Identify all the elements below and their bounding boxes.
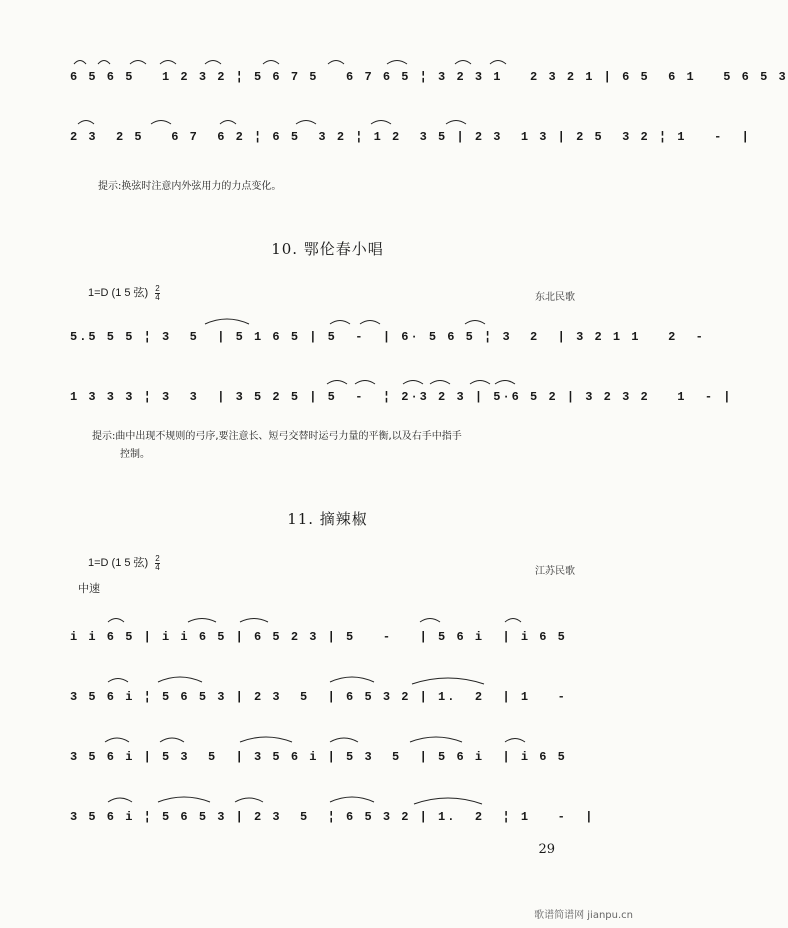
tempo-marking: 中速 — [78, 582, 100, 595]
hint-line: 提示:曲中出现不规则的弓序,要注意长、短弓交替时运弓力量的平衡,以及右手中指手 — [92, 431, 462, 442]
piece-title: 11. 摘辣椒 — [287, 510, 368, 528]
notation-line: i i 6 5 | i i 6 5 | 6 5 2 3 | 5 - | 5 6 i | i 6 5 — [70, 630, 567, 644]
key-signature — [88, 284, 160, 302]
page-number: 29 — [538, 842, 555, 857]
key-text: 1=D (1 5 弦) — [88, 557, 149, 569]
key-signature — [88, 554, 160, 572]
time-numerator: 2 — [155, 283, 160, 293]
origin-label: 东北民歌 — [535, 292, 575, 303]
time-signature — [155, 555, 159, 572]
hint-line: 控制。 — [120, 449, 150, 460]
time-denominator: 4 — [155, 562, 160, 572]
notation-line: 3 5 6 i ¦ 5 6 5 3 | 2 3 5 | 6 5 3 2 | 1. 2 | 1 - — [70, 690, 567, 704]
origin-label: 江苏民歌 — [535, 566, 575, 577]
notation-line: 3 5 6 i ¦ 5 6 5 3 | 2 3 5 ¦ 6 5 3 2 | 1. 2 ¦ 1 - | — [70, 810, 595, 824]
key-text: 1=D (1 5 弦) — [88, 287, 149, 299]
notation-line: 6 5 6 5 1 2 3 2 ¦ 5 6 7 5 6 7 6 5 ¦ 3 2 3 1 2 3 2 1 | 6 5 6 1 5 6 5 3 — [70, 70, 788, 84]
notation-line: 1 3 3 3 ¦ 3 3 | 3 5 2 5 | 5 - ¦ 2·3 2 3 | 5·6 5 2 | 3 2 3 2 1 - | — [70, 390, 733, 404]
time-denominator: 4 — [155, 292, 160, 302]
notation-line: 3 5 6 i | 5 3 5 | 3 5 6 i | 5 3 5 | 5 6 i | i 6 5 — [70, 750, 567, 764]
time-signature — [155, 285, 159, 302]
notation-line: 2 3 2 5 6 7 6 2 ¦ 6 5 3 2 ¦ 1 2 3 5 | 2 3 1 3 | 2 5 3 2 ¦ 1 - | — [70, 130, 751, 144]
hint-text — [92, 428, 462, 464]
time-numerator: 2 — [155, 553, 160, 563]
watermark: 歌谱简谱网 jianpu.cn — [534, 910, 633, 921]
notation-line: 5.5 5 5 ¦ 3 5 | 5 1 6 5 | 5 - | 6· 5 6 5 ¦ 3 2 | 3 2 1 1 2 - — [70, 330, 705, 344]
piece-title: 10. 鄂伦春小唱 — [271, 240, 384, 258]
hint-text: 提示:换弦时注意内外弦用力的力点变化。 — [98, 181, 282, 192]
